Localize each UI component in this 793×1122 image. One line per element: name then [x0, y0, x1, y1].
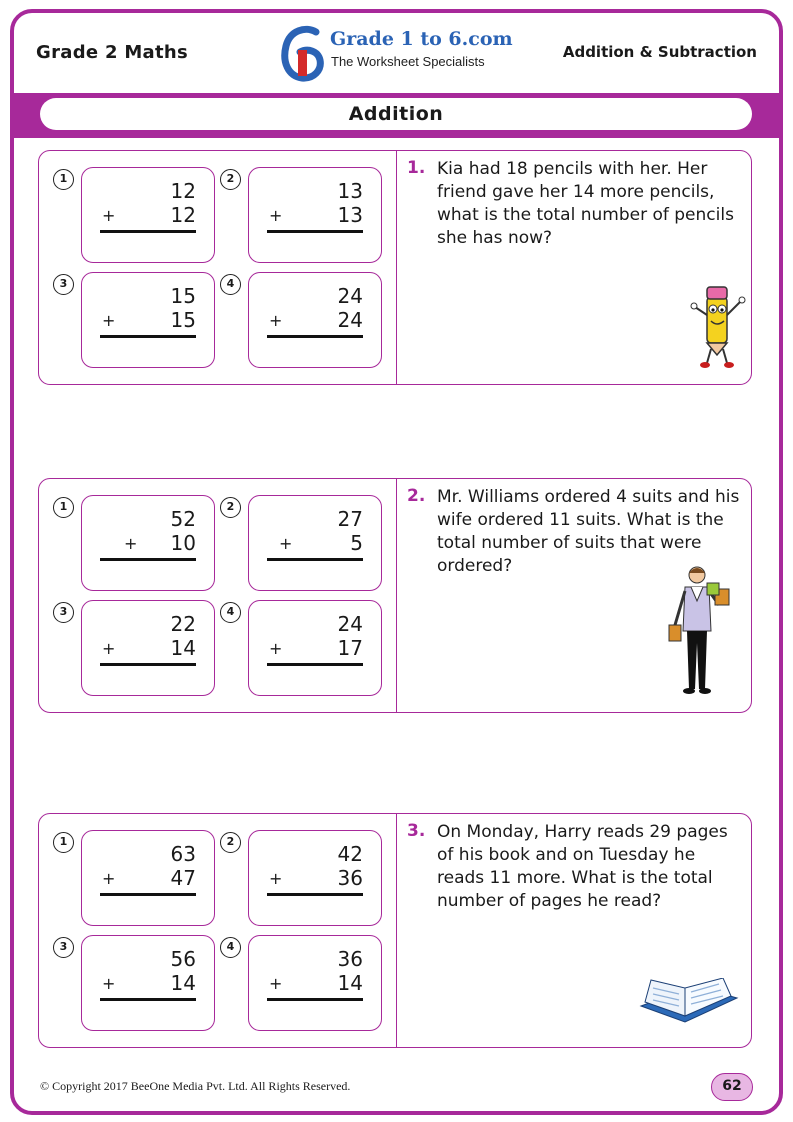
shopper-figure-icon	[667, 565, 737, 697]
plus-sign: +	[269, 206, 283, 225]
grade-label: Grade 2 Maths	[36, 42, 189, 63]
addend-top: 42	[337, 842, 363, 866]
problem-number: 1	[53, 832, 74, 853]
problem-section-1	[38, 150, 752, 385]
addition-problem	[248, 495, 382, 591]
problem-number: 3	[53, 274, 74, 295]
addend-top: 15	[170, 284, 196, 308]
addend-bottom: 14	[170, 636, 196, 660]
addend-top: 52	[170, 507, 196, 531]
open-book-icon	[637, 978, 741, 1034]
addend-top: 22	[170, 612, 196, 636]
plus-sign: +	[279, 534, 293, 553]
problem-number: 4	[220, 937, 241, 958]
logo-tagline: The Worksheet Specialists	[331, 54, 485, 69]
addition-problem	[81, 600, 215, 696]
word-problem-number: 3.	[407, 821, 426, 841]
answer-line	[100, 230, 196, 233]
addition-problem	[248, 830, 382, 926]
problem-number: 3	[53, 602, 74, 623]
plus-sign: +	[102, 974, 116, 993]
title-band	[12, 93, 781, 138]
answer-line	[267, 663, 363, 666]
problem-section-3	[38, 813, 752, 1048]
addend-bottom: 10	[170, 531, 196, 555]
addend-bottom: 15	[170, 308, 196, 332]
addend-top: 56	[170, 947, 196, 971]
answer-line	[100, 335, 196, 338]
logo-title: Grade 1 to 6.com	[330, 28, 513, 50]
worksheet-title: Addition	[40, 98, 752, 130]
addition-problem	[248, 935, 382, 1031]
plus-sign: +	[102, 206, 116, 225]
addend-top: 36	[337, 947, 363, 971]
plus-sign: +	[102, 639, 116, 658]
problem-number: 3	[53, 937, 74, 958]
plus-sign: +	[102, 311, 116, 330]
addend-bottom: 36	[337, 866, 363, 890]
addend-bottom: 17	[337, 636, 363, 660]
answer-line	[267, 558, 363, 561]
plus-sign: +	[124, 534, 138, 553]
problem-number: 4	[220, 602, 241, 623]
problem-number: 1	[53, 497, 74, 518]
addend-top: 27	[337, 507, 363, 531]
addend-top: 13	[337, 179, 363, 203]
plus-sign: +	[269, 311, 283, 330]
pencil-mascot-icon	[689, 279, 747, 371]
addend-bottom: 12	[170, 203, 196, 227]
addend-top: 63	[170, 842, 196, 866]
answer-line	[100, 663, 196, 666]
word-problem-number: 2.	[407, 486, 426, 506]
addition-problem	[81, 167, 215, 263]
plus-sign: +	[102, 869, 116, 888]
addend-bottom: 14	[170, 971, 196, 995]
page-number-badge: 62	[711, 1073, 753, 1101]
problem-number: 2	[220, 497, 241, 518]
answer-line	[267, 893, 363, 896]
word-problem-text: Kia had 18 pencils with her. Her friend gave her 14 more pencils, what is the total number of pencils she has now?	[437, 159, 734, 248]
answer-line	[267, 230, 363, 233]
section-divider	[396, 479, 397, 712]
answer-line	[100, 893, 196, 896]
addend-top: 24	[337, 284, 363, 308]
addend-bottom: 13	[337, 203, 363, 227]
addend-bottom: 47	[170, 866, 196, 890]
addend-top: 24	[337, 612, 363, 636]
section-divider	[396, 814, 397, 1047]
addition-problem	[248, 272, 382, 368]
problem-number: 4	[220, 274, 241, 295]
plus-sign: +	[269, 974, 283, 993]
topic-label: Addition & Subtraction	[562, 43, 757, 61]
addend-bottom: 5	[350, 531, 363, 555]
answer-line	[267, 335, 363, 338]
addition-problem	[81, 495, 215, 591]
addition-problem	[248, 600, 382, 696]
addition-problem	[81, 272, 215, 368]
problem-number: 2	[220, 832, 241, 853]
problem-number: 2	[220, 169, 241, 190]
site-logo[interactable]	[278, 24, 518, 82]
answer-line	[100, 558, 196, 561]
answer-line	[100, 998, 196, 1001]
addend-bottom: 14	[337, 971, 363, 995]
addition-problem	[81, 935, 215, 1031]
section-divider	[396, 151, 397, 384]
logo-6-icon	[278, 24, 330, 82]
word-problem-text: On Monday, Harry reads 29 pages of his book and on Tuesday he reads 11 more. What is the total number of pages he read?	[437, 822, 728, 911]
answer-line	[267, 998, 363, 1001]
plus-sign: +	[269, 639, 283, 658]
word-problem-text: Mr. Williams ordered 4 suits and his wife ordered 11 suits. What is the total number of suits that were ordered?	[437, 487, 740, 576]
problem-section-2	[38, 478, 752, 713]
word-problem-number: 1.	[407, 158, 426, 178]
addend-bottom: 24	[337, 308, 363, 332]
problem-number: 1	[53, 169, 74, 190]
addend-top: 12	[170, 179, 196, 203]
addition-problem	[248, 167, 382, 263]
addition-problem	[81, 830, 215, 926]
plus-sign: +	[269, 869, 283, 888]
copyright-notice: © Copyright 2017 BeeOne Media Pvt. Ltd. All Rights Reserved.	[40, 1079, 351, 1093]
